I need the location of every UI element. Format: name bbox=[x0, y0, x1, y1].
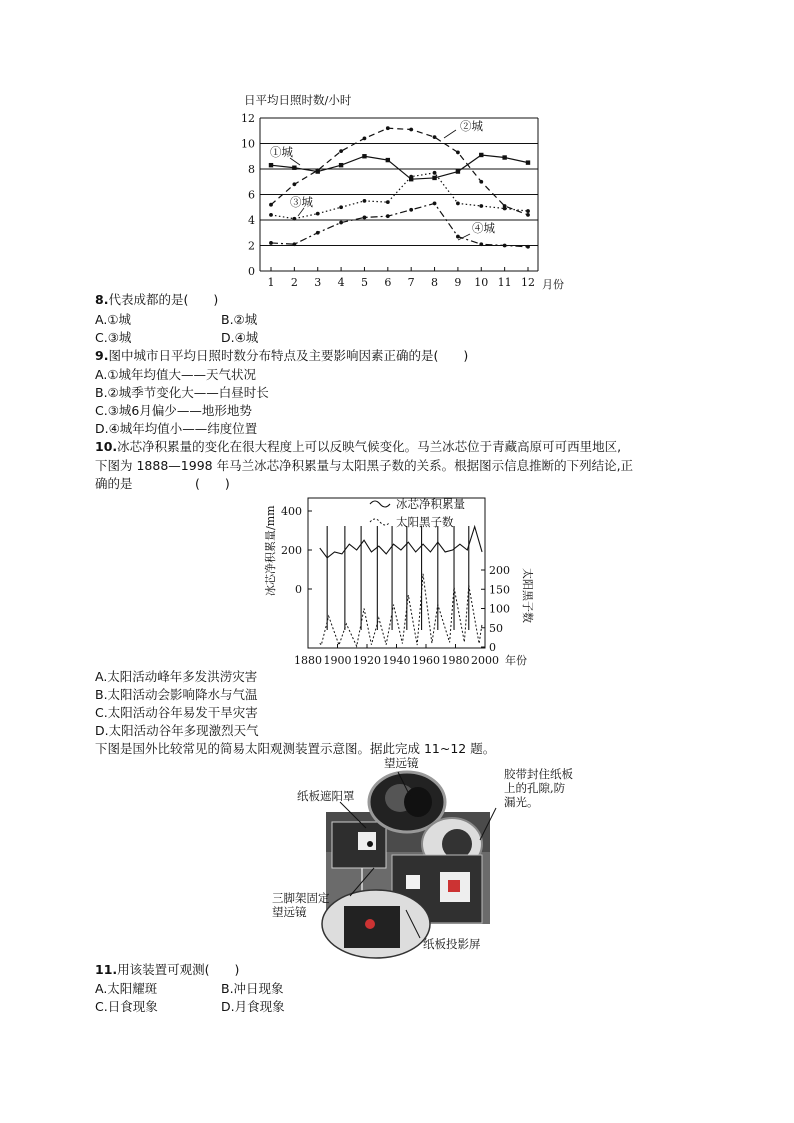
data-point bbox=[363, 199, 367, 203]
x-tick-label: 12 bbox=[521, 276, 535, 289]
data-point bbox=[386, 200, 390, 204]
right-tick-label: 0 bbox=[489, 641, 496, 654]
x-tick-label: 1880 bbox=[294, 654, 322, 667]
left-tick-label: 200 bbox=[281, 544, 302, 557]
q8-option-a[interactable]: A.①城 bbox=[95, 312, 132, 327]
q10-line2: 下图为 1888—1998 年马兰冰芯净积累量与太阳黑子数的关系。根据图示信息推断的下列结论,正 bbox=[95, 458, 634, 473]
label-tripod-2: 望远镜 bbox=[272, 905, 307, 919]
q11-option-d[interactable]: D.月食现象 bbox=[221, 999, 285, 1014]
label-projection-screen: 纸板投影屏 bbox=[423, 937, 481, 951]
q8-option-d[interactable]: D.④城 bbox=[221, 330, 259, 345]
data-point bbox=[269, 241, 273, 245]
q10-option-b[interactable]: B.太阳活动会影响降水与气温 bbox=[95, 687, 258, 702]
x-tick-label: 1960 bbox=[412, 654, 440, 667]
data-point bbox=[479, 153, 483, 157]
question-10 bbox=[95, 438, 621, 455]
data-point bbox=[292, 217, 296, 221]
data-point bbox=[363, 216, 367, 220]
data-point bbox=[479, 180, 483, 184]
right-tick-label: 100 bbox=[489, 602, 510, 616]
chart1-title: 日平均日照时数/小时 bbox=[244, 93, 352, 107]
right-axis-label: 太阳黑子数 bbox=[521, 568, 534, 623]
data-point bbox=[456, 202, 460, 206]
label-tripod-1: 三脚架固定 bbox=[272, 891, 330, 905]
legend-sunspot-symbol bbox=[370, 519, 390, 525]
q8-number: 8. bbox=[95, 292, 109, 307]
x-tick-label: 1 bbox=[267, 276, 275, 289]
ice-core-line bbox=[320, 527, 482, 558]
x-tick-label: 9 bbox=[454, 276, 462, 289]
data-point bbox=[503, 244, 507, 248]
data-point bbox=[409, 175, 413, 179]
x-tick-label: 8 bbox=[431, 276, 439, 289]
data-point bbox=[479, 242, 483, 246]
data-point bbox=[386, 126, 390, 130]
sunshine-chart bbox=[230, 88, 564, 293]
left-tick-label: 0 bbox=[295, 583, 302, 596]
label-tape-2: 上的孔隙,防 bbox=[504, 781, 566, 795]
data-point bbox=[363, 137, 367, 141]
data-point bbox=[386, 158, 390, 162]
y-tick-label: 4 bbox=[248, 214, 255, 227]
question-8 bbox=[95, 291, 218, 308]
data-point bbox=[269, 163, 273, 167]
series-label: ④城 bbox=[472, 221, 495, 235]
data-point bbox=[456, 151, 460, 155]
data-point bbox=[526, 209, 530, 213]
data-point bbox=[269, 203, 273, 207]
label-tape-3: 漏光。 bbox=[504, 795, 539, 809]
y-tick-label: 6 bbox=[248, 188, 255, 202]
x-tick-label: 10 bbox=[474, 276, 489, 289]
x-tick-label: 5 bbox=[360, 276, 368, 289]
q10-option-a[interactable]: A.太阳活动峰年多发洪涝灾害 bbox=[95, 669, 258, 684]
x-tick-label: 1900 bbox=[323, 654, 352, 667]
data-point bbox=[479, 204, 483, 208]
sunspot-line bbox=[320, 574, 482, 646]
x-tick-label: 1980 bbox=[441, 654, 470, 667]
y-tick-label: 8 bbox=[248, 163, 255, 176]
data-point bbox=[432, 176, 436, 180]
data-point bbox=[292, 166, 296, 170]
right-tick-label: 150 bbox=[489, 583, 510, 597]
q9-stem: 图中城市日平均日照时数分布特点及主要影响因素正确的是( ) bbox=[108, 348, 469, 363]
series-line-1 bbox=[271, 155, 528, 179]
x-tick-label: 1940 bbox=[382, 654, 411, 667]
y-tick-label: 10 bbox=[241, 137, 255, 151]
data-point bbox=[456, 235, 460, 239]
label-leader bbox=[444, 130, 456, 138]
data-point bbox=[339, 221, 343, 225]
question-9 bbox=[95, 347, 468, 364]
q10-option-d[interactable]: D.太阳活动谷年多现激烈天气 bbox=[95, 723, 259, 738]
x-tick-label: 2000 bbox=[471, 654, 499, 667]
data-point bbox=[526, 245, 530, 249]
x-axis-label: 年份 bbox=[505, 654, 527, 667]
data-point bbox=[386, 214, 390, 218]
data-point bbox=[339, 205, 343, 209]
data-point bbox=[456, 169, 460, 173]
data-point bbox=[433, 171, 437, 175]
q10-option-c[interactable]: C.太阳活动谷年易发干旱灾害 bbox=[95, 705, 258, 720]
y-tick-label: 0 bbox=[248, 265, 255, 278]
q10-line1: 冰芯净积累量的变化在很大程度上可以反映气候变化。马兰冰芯位于青藏高原可可西里地区, bbox=[117, 439, 622, 454]
ice-core-chart bbox=[262, 488, 542, 670]
data-point bbox=[339, 163, 343, 167]
data-point bbox=[292, 242, 296, 246]
left-tick-label: 400 bbox=[281, 505, 302, 518]
q9-option-a[interactable]: A.①城年均值大——天气状况 bbox=[95, 367, 257, 382]
legend-sunspot-label: 太阳黑子数 bbox=[396, 515, 454, 529]
q11-option-c[interactable]: C.日食现象 bbox=[95, 999, 158, 1014]
label-leader bbox=[298, 208, 304, 216]
right-tick-label: 50 bbox=[489, 621, 503, 635]
y-tick-label: 2 bbox=[248, 239, 255, 253]
x-tick-label: 1920 bbox=[353, 654, 381, 667]
x-tick-label: 3 bbox=[314, 276, 322, 289]
data-point bbox=[316, 231, 320, 235]
x-tick-label: 4 bbox=[337, 276, 345, 289]
data-point bbox=[362, 154, 366, 158]
data-point bbox=[269, 213, 273, 217]
photo-pointer-lines bbox=[270, 750, 530, 950]
y-tick-label: 12 bbox=[241, 112, 255, 125]
legend-ice-label: 冰芯净积累量 bbox=[396, 497, 465, 511]
q10-number: 10. bbox=[95, 439, 118, 454]
q11-stem: 用该装置可观测( ) bbox=[117, 962, 240, 977]
q10-line3: 确的是 ( ) bbox=[95, 476, 230, 491]
q8-option-b[interactable]: B.②城 bbox=[221, 312, 258, 327]
legend-ice-symbol bbox=[370, 501, 390, 507]
label-telescope: 望远镜 bbox=[384, 756, 419, 770]
data-point bbox=[526, 213, 530, 217]
data-point bbox=[502, 155, 506, 159]
intro-11-12: 下图是国外比较常见的简易太阳观测装置示意图。据此完成 11~12 题。 bbox=[95, 741, 496, 756]
label-leader bbox=[290, 158, 300, 165]
data-point bbox=[503, 207, 507, 211]
x-tick-label: 11 bbox=[497, 276, 512, 289]
q11-option-b[interactable]: B.冲日现象 bbox=[221, 981, 284, 996]
data-point bbox=[292, 182, 296, 186]
label-tape-1: 胶带封住纸板 bbox=[504, 767, 573, 781]
data-point bbox=[316, 168, 320, 172]
data-point bbox=[339, 149, 343, 153]
q9-option-b[interactable]: B.②城季节变化大——白昼时长 bbox=[95, 385, 269, 400]
q11-number: 11. bbox=[95, 962, 118, 977]
x-tick-label: 2 bbox=[290, 276, 298, 289]
data-point bbox=[433, 202, 437, 206]
x-tick-label: 6 bbox=[384, 276, 392, 289]
q9-number: 9. bbox=[95, 348, 109, 363]
series-label: ②城 bbox=[460, 119, 483, 133]
q11-option-a[interactable]: A.太阳耀斑 bbox=[95, 981, 158, 996]
left-axis-label: 冰芯净积累量/mm bbox=[264, 505, 277, 596]
question-11 bbox=[95, 961, 239, 978]
data-point bbox=[316, 212, 320, 216]
data-point bbox=[409, 208, 413, 212]
data-point bbox=[433, 135, 437, 139]
q9-option-d[interactable]: D.④城年均值小——纬度位置 bbox=[95, 421, 258, 436]
data-point bbox=[526, 160, 530, 164]
x-tick-label: 7 bbox=[407, 276, 415, 289]
label-cardboard-shade: 纸板遮阳罩 bbox=[297, 789, 355, 803]
q9-option-c[interactable]: C.③城6月偏少——地形地势 bbox=[95, 403, 252, 418]
right-tick-label: 200 bbox=[489, 564, 510, 577]
series-label: ①城 bbox=[270, 145, 293, 159]
data-point bbox=[409, 128, 413, 132]
series-label: ③城 bbox=[290, 195, 313, 209]
q8-stem: 代表成都的是( ) bbox=[108, 292, 219, 307]
q8-option-c[interactable]: C.③城 bbox=[95, 330, 132, 345]
x-axis-label: 月份 bbox=[542, 278, 564, 291]
